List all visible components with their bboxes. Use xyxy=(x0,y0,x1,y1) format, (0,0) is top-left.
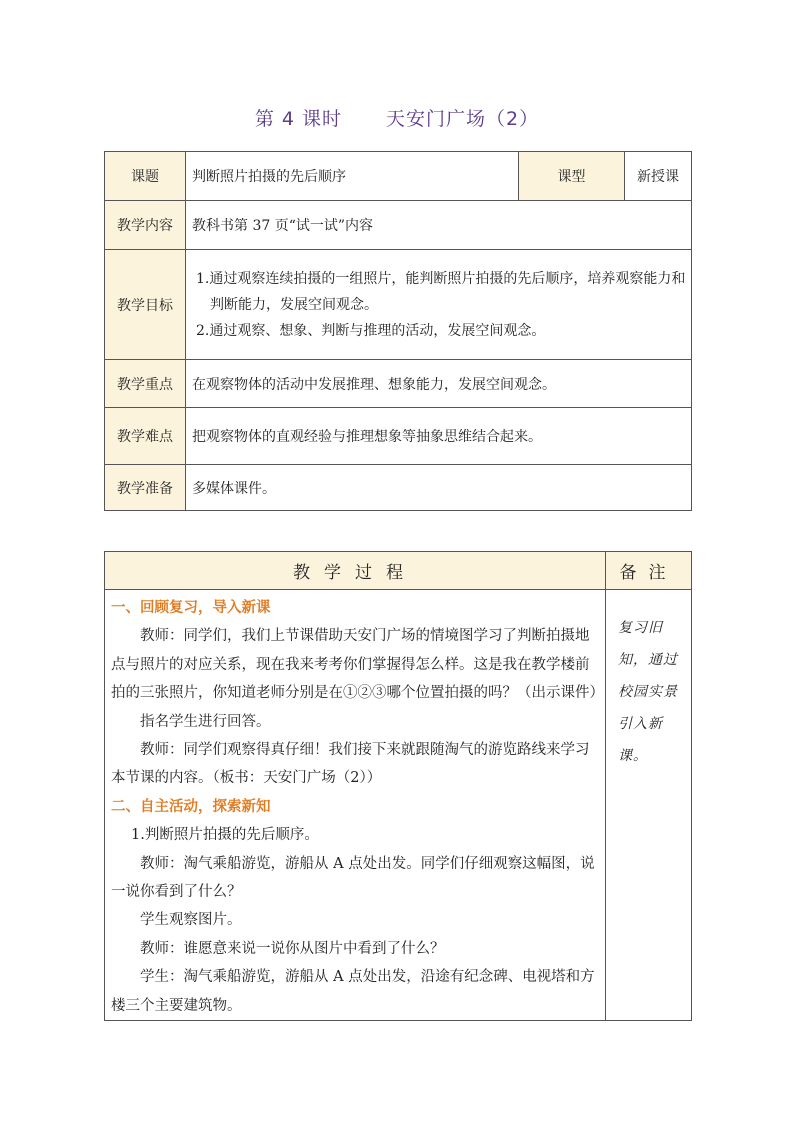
process-paragraph: 教师：淘气乘船游览，游船从 A 点处出发。同学们仔细观察这幅图，说一说你看到了什么？ xyxy=(111,855,595,901)
topic-label: 课题 xyxy=(105,152,186,201)
type-value: 新授课 xyxy=(625,152,692,201)
process-paragraph: 指名学生进行回答。 xyxy=(140,713,271,730)
sub-heading: 1.判断照片拍摄的先后顺序。 xyxy=(131,827,319,844)
difficulty-value: 把观察物体的直观经验与推理想象等抽象思维结合起来。 xyxy=(186,408,692,465)
process-paragraph: 教师：同学们，我们上节课借助天安门广场的情境图学习了判断拍摄地点与照片的对应关系，现在我来考考你们掌握得怎么样。这是我在教学楼前拍的三张照片，你知道老师分别是在①②③哪个位置拍摄的吗？（出示课件） xyxy=(111,628,604,702)
difficulty-row xyxy=(105,408,692,465)
process-body-row xyxy=(105,590,692,1021)
goal-row xyxy=(105,250,692,360)
section-heading: 一、回顾复习，导入新课 xyxy=(111,599,271,616)
process-paragraph: 学生：淘气乘船游览，游船从 A 点处出发，沿途有纪念碑、电视塔和方楼三个主要建筑物。 xyxy=(111,969,595,1014)
lesson-topic: 天安门广场（2） xyxy=(386,108,540,130)
goal-item-1: 1.通过观察连续拍摄的一组照片，能判断照片拍摄的先后顺序，培养观察能力和判断能力，发展空间观念。 xyxy=(196,270,686,313)
section-heading: 二、自主活动，探索新知 xyxy=(111,797,271,815)
note-header: 备注 xyxy=(606,552,692,590)
key-value: 在观察物体的活动中发展推理、想象能力，发展空间观念。 xyxy=(186,360,692,408)
content-row xyxy=(105,201,692,250)
page-title xyxy=(0,104,794,131)
process-paragraph: 学生观察图片。 xyxy=(140,912,242,929)
prep-row xyxy=(105,465,692,511)
content-label: 教学内容 xyxy=(105,201,186,250)
lesson-number: 第 4 课时 xyxy=(254,108,343,130)
topic-row xyxy=(105,152,692,201)
prep-label: 教学准备 xyxy=(105,465,186,511)
goal-value xyxy=(186,250,692,360)
process-paragraph: 教师：同学们观察得真仔细！我们接下来就跟随淘气的游览路线来学习本节课的内容。（板书：天安门广场（2）） xyxy=(111,742,590,787)
prep-value: 多媒体课件。 xyxy=(186,465,692,511)
teaching-process-table xyxy=(104,551,692,1021)
goal-item-2: 2.通过观察、想象、判断与推理的活动，发展空间观念。 xyxy=(196,322,546,339)
process-paragraph: 教师：谁愿意来说一说你从图片中看到了什么？ xyxy=(140,940,445,957)
content-value: 教科书第 37 页“试一试”内容 xyxy=(186,201,692,250)
process-header-row xyxy=(105,552,692,590)
process-header: 教学过程 xyxy=(105,552,606,590)
type-label: 课型 xyxy=(519,152,625,201)
goal-label: 教学目标 xyxy=(105,250,186,360)
lesson-info-table xyxy=(104,151,692,511)
key-row xyxy=(105,360,692,408)
difficulty-label: 教学难点 xyxy=(105,408,186,465)
process-body xyxy=(105,590,606,1021)
topic-value: 判断照片拍摄的先后顺序 xyxy=(186,152,519,201)
process-note: 复习旧知，通过校园实景引入新课。 xyxy=(606,590,692,1021)
key-label: 教学重点 xyxy=(105,360,186,408)
